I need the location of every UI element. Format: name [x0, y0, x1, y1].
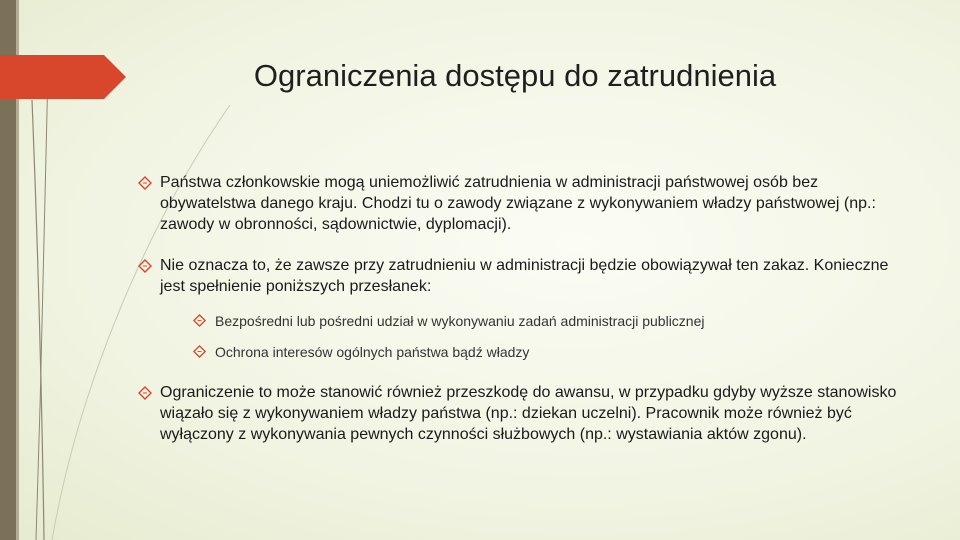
sub-bullet-item: [190, 342, 905, 362]
sub-bullet-text: Ochrona interesów ogólnych państwa bądź władzy: [215, 344, 530, 360]
slide-title: Ograniczenia dostępu do zatrudnienia: [253, 58, 777, 93]
diamond-bullet-icon: [137, 258, 153, 274]
bullet-item: [135, 255, 905, 362]
sub-bullet-text: Bezpośredni lub pośredni udział w wykonywaniu zadań administracji publicznej: [215, 313, 705, 329]
slide-content: [135, 172, 905, 465]
diamond-bullet-icon: [137, 385, 153, 401]
diamond-bullet-icon: [137, 175, 153, 191]
sub-bullet-list: [190, 311, 905, 362]
bullet-text: Nie oznacza to, że zawsze przy zatrudnieniu w administracji będzie obowiązywał ten zakaz. Konieczne jest spełnienie poniższych przesłanek:: [160, 257, 889, 295]
diamond-bullet-icon: [192, 344, 207, 359]
sub-bullet-item: [190, 311, 905, 331]
bullet-item: [135, 172, 905, 235]
bullet-text: Ograniczenie to może stanowić również przeszkodę do awansu, w przypadku gdyby wyższe stanowisko wiązało się z wykonywaniem władzy państwa (np.: dziekan uczelni). Pracownik może również być wyłączony z wykonywania pewnych czynności służbowych (np.: wystawiania aktów zgonu).: [160, 384, 897, 443]
bullet-text: Państwa członkowskie mogą uniemożliwić zatrudnienia w administracji państwowej osób bez obywatelstwa danego kraju. Chodzi tu o zawody związane z wykonywaniem władzy państwowej (np.: zawody w obronności, sądownictwie, dyplomacji).: [160, 174, 876, 233]
title-accent-tab: [0, 55, 126, 99]
diamond-bullet-icon: [192, 313, 207, 328]
bullet-item: [135, 382, 905, 445]
